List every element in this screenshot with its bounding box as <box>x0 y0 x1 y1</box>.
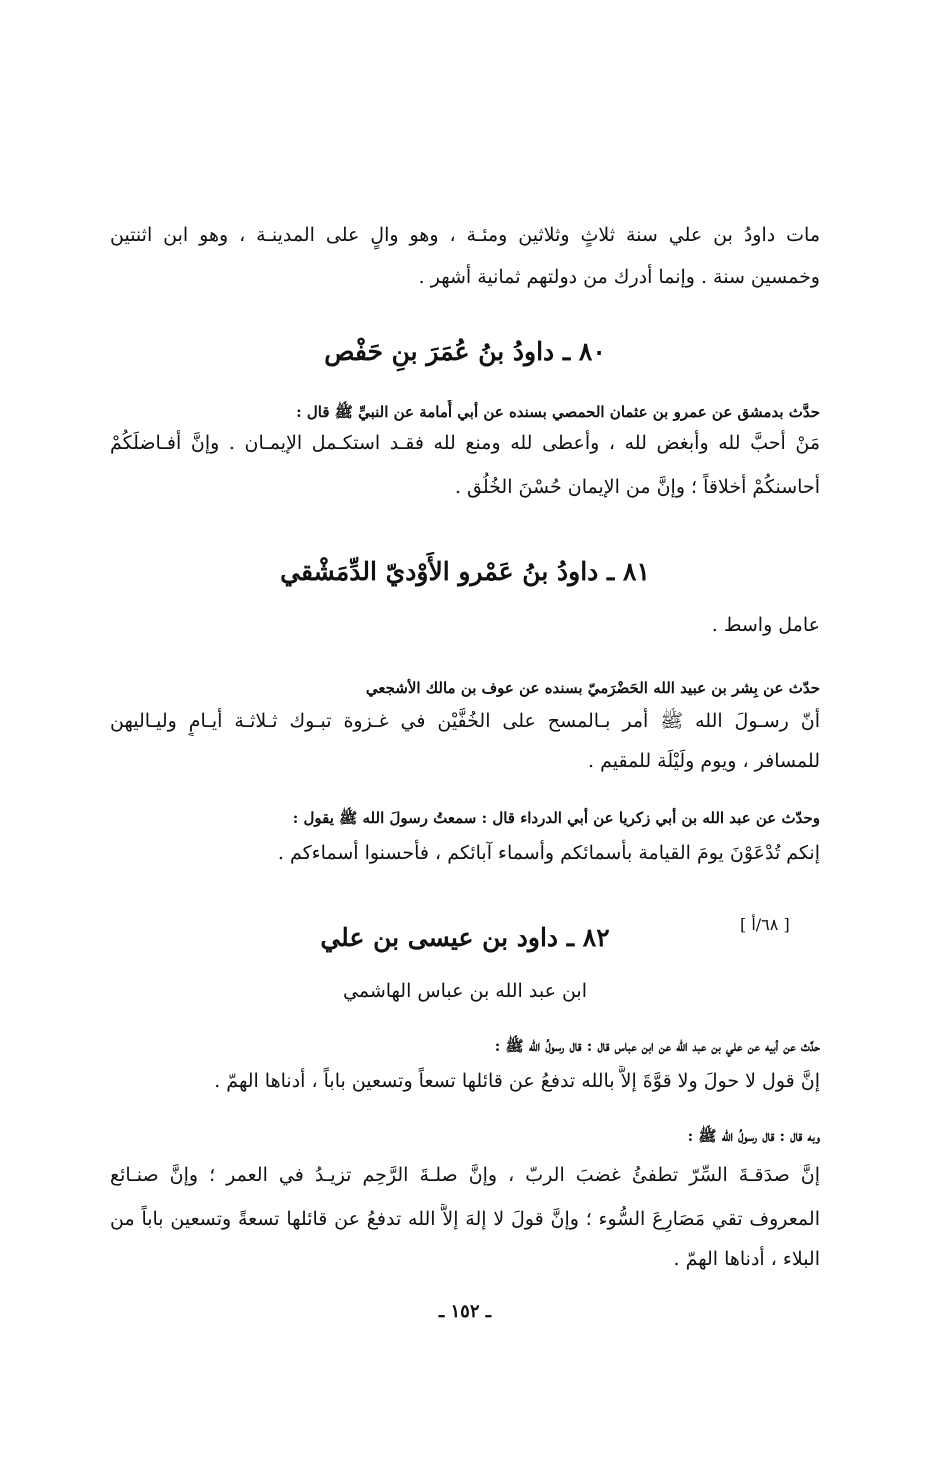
entry-82-narration-1: حدَّث عن أبيه عن علي بن عبد الله عن ابن عباس قال : قال رسولُ الله ﷺ : <box>494 1037 820 1055</box>
folio-marker: [ ٦٨/أ ] <box>740 915 790 934</box>
entry-81-narration-2: وحدّث عن عبد الله بن أبي زكريا عن أبي الدرداء قال : سمعتُ رسولَ الله ﷺ يقول : <box>292 809 820 827</box>
entry-80-heading: ٨٠ ـ داودُ بنُ عُمَرَ بنِ حَفْص <box>324 337 606 366</box>
entry-81-narration-1: حدّث عن بِشر بن عبيد الله الحَضْرَميّ بسنده عن عوف بن مالك الأشجعي <box>365 679 820 697</box>
entry-82-heading: ٨٢ ـ داود بن عيسى بن علي <box>320 923 610 952</box>
entry-82-narration-2: وبه قال : قال رسولُ الله ﷺ : <box>687 1127 820 1145</box>
entry-81-text-1-line-2: للمسافر ، ويوم ولَيْلَة للمقيم . <box>587 750 820 772</box>
entry-80-narration: حدَّث بدمشق عن عمرو بن عثمان الحمصي بسنده عن أبي أُمامة عن النبيِّ ﷺ قال : <box>296 403 820 421</box>
entry-82-text-2-line-3: البلاء ، أدناها الهمّ . <box>673 1248 820 1270</box>
entry-82-text-2-line-1: إنَّ صدَقـةَ السِّرّ تطفئُ غضبَ الربّ ، وإنَّ صلـةَ الرَّحِم تزيـدُ في العمر ؛ وإنَّ صنـائع <box>110 1164 820 1186</box>
intro-line-2: وخمسين سنة . وإنما أدرك من دولتهم ثمانية أشهر . <box>418 266 820 288</box>
entry-81-text-1-line-1: أنّ رسـولَ الله ﷺ أمر بـالمسح على الخُفَّيْن في غـزوة تبـوك ثـلاثـة أيـامٍ وليـاليهن <box>110 710 820 732</box>
entry-81-text-2: إنكم تُدْعَوْنَ يومَ القيامة بأسمائكم وأسماء آبائكم ، فأحسنوا أسماءكم . <box>277 842 820 864</box>
document-page <box>110 0 820 1468</box>
intro-line-1: مات داودُ بن علي سنة ثلاثٍ وثلاثين ومئـة ، وهو والٍ على المدينـة ، وهو ابن اثنتين <box>110 224 820 246</box>
entry-81-heading: ٨١ ـ داودُ بنُ عَمْرو الأَوْديّ الدِّمَشْقي <box>280 557 650 586</box>
entry-81-description: عامل واسط . <box>711 614 820 636</box>
entry-82-text-2-line-2: المعروف تقي مَصَارِعَ السُّوء ؛ وإنَّ قولَ لا إلهَ إلاَّ الله تدفعُ عن قائلها تسعةً وتسعين باباً من <box>110 1208 820 1230</box>
entry-82-subheading: ابن عبد الله بن عباس الهاشمي <box>343 980 587 1002</box>
page-number: ـ ١٥٢ ـ <box>438 1301 492 1322</box>
entry-80-text-line-2: أحاسنكُمْ أخلاقاً ؛ وإنَّ من الإيمان حُسْنَ الخُلُق . <box>454 476 820 498</box>
entry-80-text-line-1: مَنْ أحبَّ لله وأبغض لله ، وأعطى لله ومنع لله فقـد استكـمل الإيمـان . وإنَّ أفـاضلَكُمْ <box>110 432 820 454</box>
entry-82-text-1: إنَّ قول لا حولَ ولا قوَّةَ إلاَّ بالله تدفعُ عن قائلها تسعاً وتسعين باباً ، أدناها الهمّ . <box>214 1070 820 1092</box>
